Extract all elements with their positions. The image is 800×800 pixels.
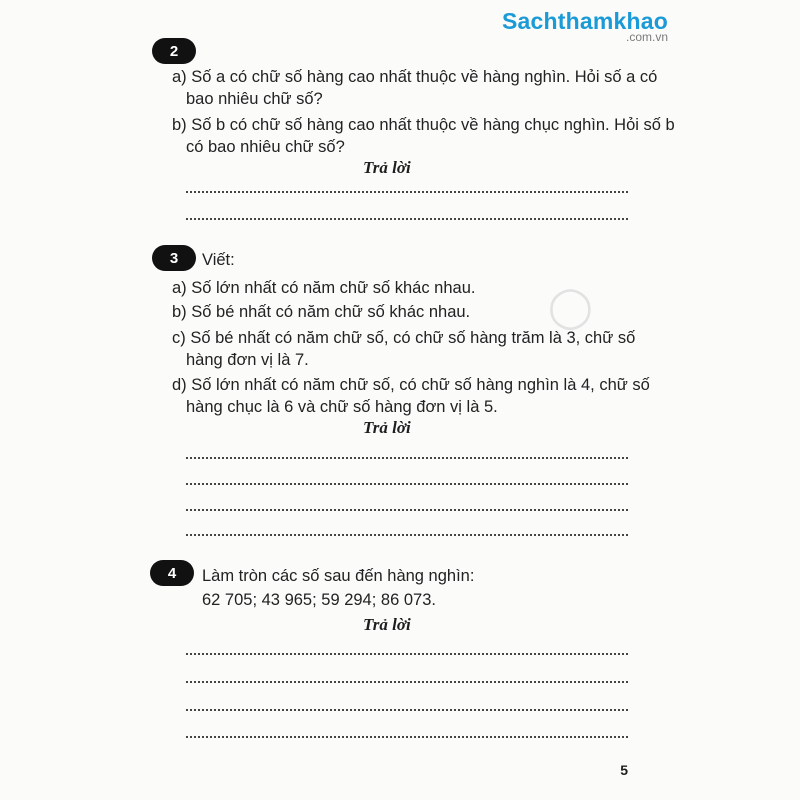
- q4-answer-line-1[interactable]: [186, 653, 628, 655]
- q2-answer-line-1[interactable]: [186, 191, 628, 193]
- question-2-badge: 2: [152, 38, 196, 64]
- watermark-domain: .com.vn: [625, 30, 668, 44]
- q3-answer-line-2[interactable]: [186, 483, 628, 485]
- q4-answer-line-3[interactable]: [186, 709, 628, 711]
- q3-answer-line-3[interactable]: [186, 509, 628, 511]
- q3-part-d-line2: hàng chục là 6 và chữ số hàng đơn vị là 5.: [186, 398, 498, 416]
- q4-answer-line-4[interactable]: [186, 736, 628, 738]
- q3-part-d-line1: d) Số lớn nhất có năm chữ số, có chữ số hàng nghìn là 4, chữ số: [172, 376, 650, 394]
- q4-answer-line-2[interactable]: [186, 681, 628, 683]
- question-4-badge: 4: [150, 560, 194, 586]
- q4-answer-title: Trả lời: [363, 615, 411, 634]
- q3-answer-title: Trả lời: [363, 418, 411, 437]
- q3-part-c-line2: hàng đơn vị là 7.: [186, 351, 309, 369]
- q4-instruction: Làm tròn các số sau đến hàng nghìn:: [202, 567, 475, 585]
- q2-answer-title: Trả lời: [363, 158, 411, 177]
- q2-part-b-line2: có bao nhiêu chữ số?: [186, 138, 345, 156]
- q4-numbers: 62 705; 43 965; 59 294; 86 073.: [202, 591, 436, 609]
- q3-intro: Viết:: [202, 251, 235, 269]
- q3-answer-line-1[interactable]: [186, 457, 628, 459]
- q3-part-b: b) Số bé nhất có năm chữ số khác nhau.: [172, 303, 471, 321]
- q3-part-a: a) Số lớn nhất có năm chữ số khác nhau.: [172, 279, 476, 297]
- question-3-badge: 3: [152, 245, 196, 271]
- q2-part-b-line1: b) Số b có chữ số hàng cao nhất thuộc về hàng chục nghìn. Hỏi số b: [172, 116, 675, 134]
- q2-part-a-line2: bao nhiêu chữ số?: [186, 90, 323, 108]
- watermark-logo: Sachthamkhao: [501, 8, 668, 34]
- q3-answer-line-4[interactable]: [186, 534, 628, 536]
- page-number: 5: [620, 762, 628, 778]
- q2-part-a-line1: a) Số a có chữ số hàng cao nhất thuộc về hàng nghìn. Hỏi số a có: [172, 68, 658, 86]
- q2-answer-line-2[interactable]: [186, 218, 628, 220]
- bleed-through-mark: ◯: [548, 285, 593, 329]
- q3-part-c-line1: c) Số bé nhất có năm chữ số, có chữ số hàng trăm là 3, chữ số: [172, 329, 636, 347]
